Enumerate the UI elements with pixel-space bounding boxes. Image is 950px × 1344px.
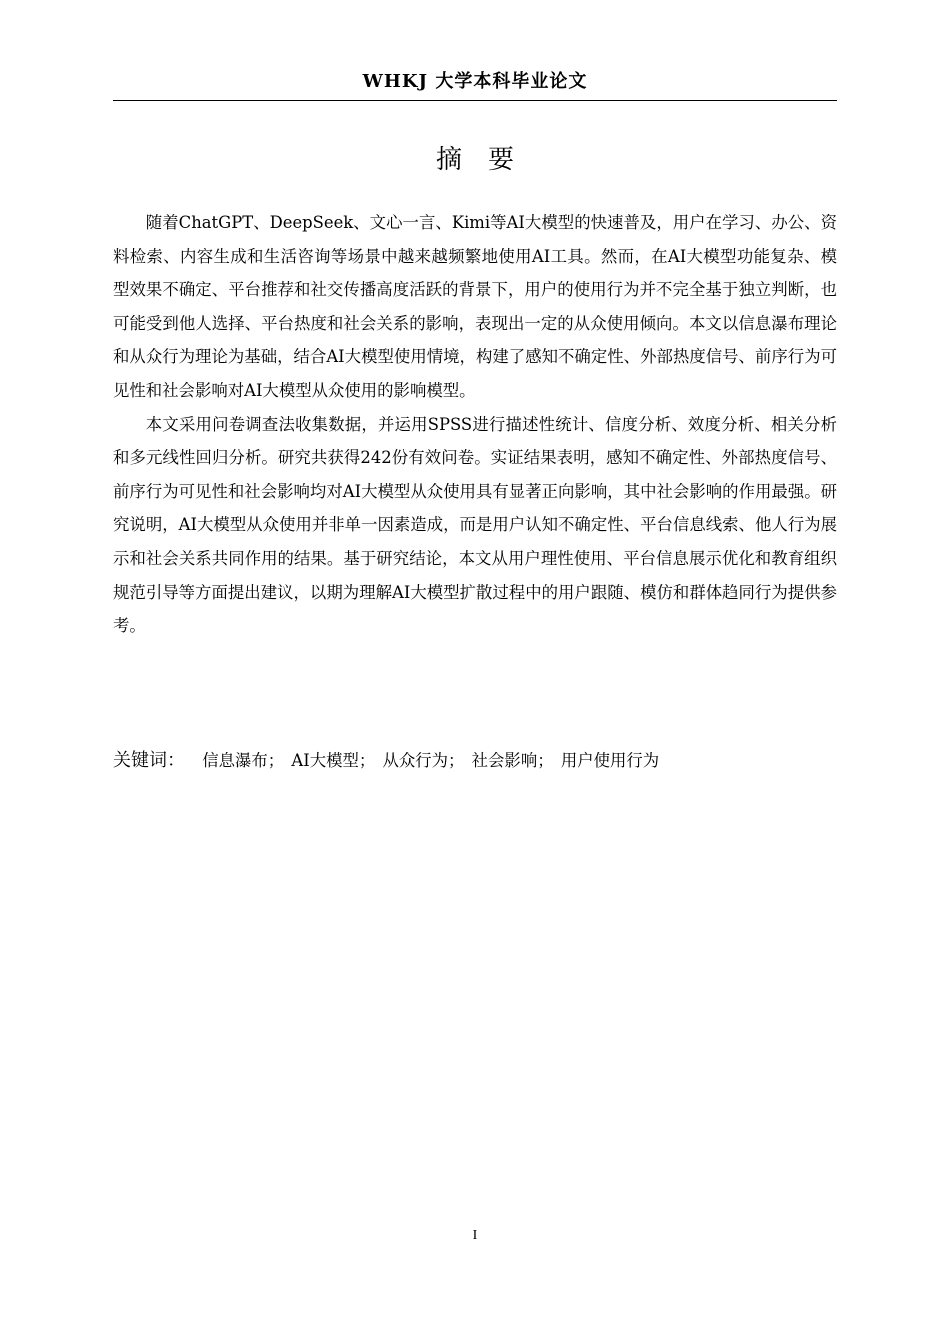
abstract-paragraph-1: 随着ChatGPT、DeepSeek、文心一言、Kimi等AI大模型的快速普及，用户在学习、办公、资料检索、内容生成和生活咨询等场景中越来越频繁地使用AI工具。然而，在AI大模型功能复杂、模型效果不确定、平台推荐和社交传播高度活跃的背景下，用户的使用行为并不完全基于独立判断，也可能受到他人选择、平台热度和社会关系的影响，表现出一定的从众使用倾向。本文以信息瀑布理论和从众行为理论为基础，结合AI大模型使用情境，构建了感知不确定性、外部热度信号、前序行为可见性和社会影响对AI大模型从众使用的影响模型。 (113, 213, 837, 400)
abstract-paragraph-2: 本文采用问卷调查法收集数据，并运用SPSS进行描述性统计、信度分析、效度分析、相关分析和多元线性回归分析。研究共获得242份有效问卷。实证结果表明，感知不确定性、外部热度信号、前序行为可见性和社会影响均对AI大模型从众使用具有显著正向影响，其中社会影响的作用最强。研究说明，AI大模型从众使用并非单一因素造成，而是用户认知不确定性、平台信息线索、他人行为展示和社会关系共同作用的结果。基于研究结论，本文从用户理性使用、平台信息展示优化和教育组织规范引导等方面提出建议，以期为理解AI大模型扩散过程中的用户跟随、模仿和群体趋同行为提供参考。 (113, 414, 837, 636)
keyword-item: AI大模型； (291, 751, 376, 770)
abstract-body (113, 206, 837, 643)
header-title: WHKJ 大学本科毕业论文 (362, 71, 588, 92)
keyword-item: 信息瀑布； (202, 751, 285, 770)
keyword-item: 用户使用行为 (560, 751, 660, 770)
keywords-line (113, 744, 837, 778)
running-header (113, 68, 837, 101)
keyword-item: 从众行为； (382, 751, 465, 770)
keywords-label: 关键词： (113, 750, 185, 771)
keyword-item: 社会影响； (471, 751, 554, 770)
abstract-title: 摘要 (435, 145, 540, 175)
page-number: I (472, 1228, 478, 1243)
